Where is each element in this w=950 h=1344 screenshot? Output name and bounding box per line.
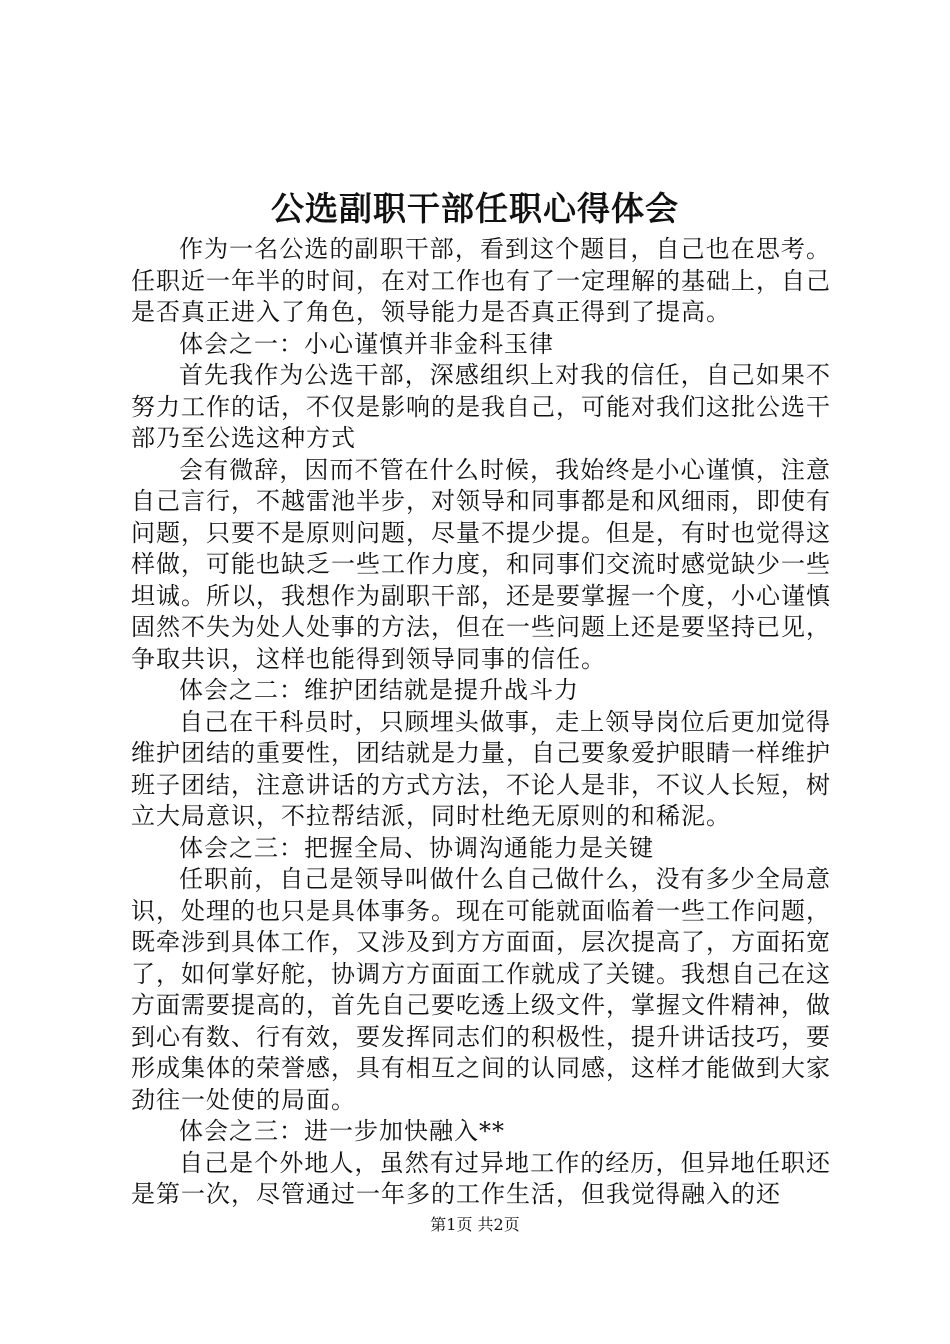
paragraph: 首先我作为公选干部，深感组织上对我的信任，自己如果不努力工作的话，不仅是影响的是我自己，可能对我们这批公选干部乃至公选这种方式 <box>131 361 831 452</box>
paragraph: 自己是个外地人，虽然有过异地工作的经历，但异地任职还是第一次，尽管通过一年多的工作生活，但我觉得融入的还 <box>131 1148 831 1208</box>
section-heading: 体会之三：把握全局、协调沟通能力是关键 <box>179 833 654 862</box>
paragraph: 任职前，自己是领导叫做什么自己做什么，没有多少全局意识，处理的也只是具体事务。现在可能就面临着一些工作问题，既牵涉到具体工作，又涉及到方方面面，层次提高了，方面拓宽了，如何掌好舵，协调方方面面工作就成了关键。我想自己在这方面需要提高的，首先自己要吃透上级文件，掌握文件精神，做到心有数、行有效，要发挥同志们的积极性，提升讲话技巧，要形成集体的荣誉感，具有相互之间的认同感，这样才能做到大家劲往一处使的局面。 <box>131 865 831 1114</box>
section-heading: 体会之一：小心谨慎并非金科玉律 <box>179 329 554 358</box>
page-title: 公选副职干部任职心得体会 <box>271 189 679 228</box>
paragraph: 作为一名公选的副职干部，看到这个题目，自己也在思考。任职近一年半的时间，在对工作也有了一定理解的基础上，自己是否真正进入了角色，领导能力是否真正得到了提高。 <box>131 235 831 326</box>
section-heading: 体会之三：进一步加快融入** <box>179 1117 505 1145</box>
paragraph: 自己在干科员时，只顾埋头做事，走上领导岗位后更加觉得维护团结的重要性，团结就是力量，自己要象爱护眼睛一样维护班子团结，注意讲话的方式方法，不论人是非，不议人长短，树立大局意识，不拉帮结派，同时杜绝无原则的和稀泥。 <box>131 707 831 830</box>
page-number-footer: 第1页 共2页 <box>430 1215 520 1234</box>
section-heading: 体会之二：维护团结就是提升战斗力 <box>179 676 579 704</box>
paragraph: 会有微辞，因而不管在什么时候，我始终是小心谨慎，注意自己言行，不越雷池半步，对领导和同事都是和风细雨，即使有问题，只要不是原则问题，尽量不提少提。但是，有时也觉得这样做，可能也缺乏一些工作力度，和同事们交流时感觉缺少一些坦诚。所以，我想作为副职干部，还是要掌握一个度，小心谨慎固然不失为处人处事的方法，但在一些问题上还是要坚持已见，争取共识，这样也能得到领导同事的信任。 <box>131 455 831 673</box>
document-body <box>131 234 831 1211</box>
